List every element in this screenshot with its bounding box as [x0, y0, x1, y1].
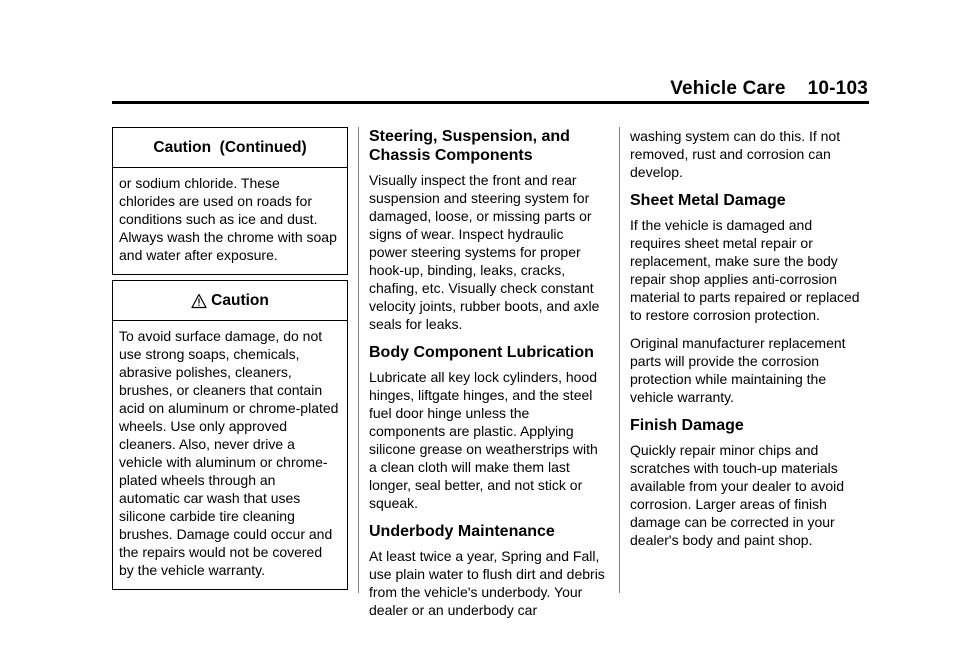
sheet-metal-text-2: Original manufacturer replacement parts will provide the corrosion protection while maintaining the vehicle warranty. — [630, 335, 846, 405]
sheet-metal-heading: Sheet Metal Damage — [630, 192, 786, 209]
underbody-text: At least twice a year, Spring and Fall, use plain water to flush dirt and debris from the vehicle's underbody. Your dealer or an underbody car — [369, 548, 605, 618]
caution-title-row — [113, 281, 347, 321]
section-title: Vehicle Care — [670, 78, 786, 99]
caution-box — [112, 280, 348, 590]
caution-continued-text: or sodium chloride. These chlorides are used on roads for conditions such as ice and dust. Always wash the chrome with soap and water after exposure. — [119, 175, 337, 263]
column-divider-2 — [619, 127, 620, 593]
header-rule — [112, 101, 869, 104]
lubrication-text: Lubricate all key lock cylinders, hood hinges, liftgate hinges, and the steel fuel door hinge unless the components are plastic. Applying silicone grease on weatherstrips with a clean cloth will make them last longer, seal better, and not stick or squeak. — [369, 369, 598, 511]
caution-text: To avoid surface damage, do not use strong soaps, chemicals, abrasive polishes, cleaners, brushes, or cleaners that contain acid on aluminum or chrome-plated wheels. Use only approved cleaners. Also, never drive a vehicle with aluminum or chrome-plated wheels through an automatic car wash that uses silicone carbide tire cleaning brushes. Damage could occur and the repairs would not be covered by the vehicle warranty. — [119, 328, 339, 578]
caution-continued-title: Caution (Continued) — [113, 128, 347, 168]
lubrication-heading: Body Component Lubrication — [369, 344, 594, 361]
finish-heading: Finish Damage — [630, 417, 744, 434]
underbody-heading: Underbody Maintenance — [369, 523, 555, 540]
column-divider-1 — [358, 127, 359, 593]
column-2 — [369, 127, 605, 629]
column-3 — [630, 127, 866, 559]
underbody-continued-text: washing system can do this. If not removed, rust and corrosion can develop. — [630, 128, 841, 180]
steering-text: Visually inspect the front and rear suspension and steering system for damaged, loose, or missing parts or signs of wear. Inspect hydraulic power steering systems for proper hook-up, binding, leaks, cracks, chafing, etc. Visually check constant velocity joints, rubber boots, and axle seals for leaks. — [369, 172, 600, 332]
page-number: 10-103 — [807, 78, 868, 99]
sheet-metal-text-1: If the vehicle is damaged and requires sheet metal repair or replacement, make sure the body repair shop applies anti-corrosion material to parts repaired or replaced to restore corrosion protection. — [630, 217, 860, 323]
caution-title: Caution — [211, 292, 269, 309]
steering-heading: Steering, Suspension, and Chassis Components — [369, 128, 570, 164]
finish-text: Quickly repair minor chips and scratches with touch-up materials available from your dealer to avoid corrosion. Larger areas of finish damage can be corrected in your dealer's body and paint shop. — [630, 442, 845, 548]
page-header — [0, 78, 868, 100]
caution-continued-box — [112, 127, 348, 275]
warning-triangle-icon — [191, 293, 207, 309]
